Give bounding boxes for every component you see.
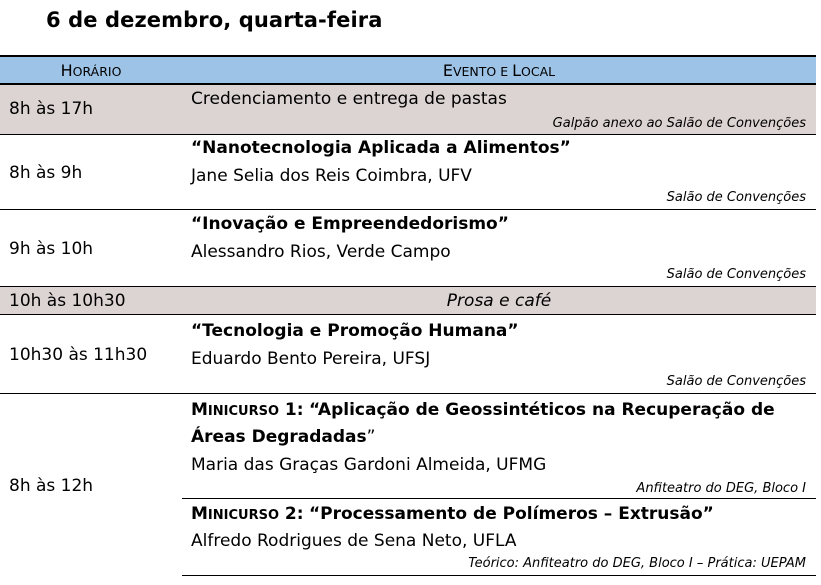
minicurso-2-location: Teórico: Anfiteatro do DEG, Bloco I – Prática: UEPAM bbox=[468, 556, 806, 571]
header-evento-local: EVENTO E LOCAL bbox=[442, 61, 556, 80]
table-row bbox=[0, 85, 816, 135]
row-divider bbox=[182, 498, 816, 499]
row-speaker: Alessandro Rios, Verde Campo bbox=[191, 242, 451, 262]
schedule-table bbox=[0, 55, 816, 579]
minicurso-1-title: MINICURSO 1: “Aplicação de Geossintéticos na Recuperação de bbox=[191, 400, 775, 420]
row-speaker: Eduardo Bento Pereira, UFSJ bbox=[191, 349, 431, 369]
minicurso-1-title-cont: Áreas Degradadas” bbox=[191, 427, 376, 447]
row-location: Salão de Convenções bbox=[666, 374, 806, 389]
minicurso-2-title: MINICURSO 2: “Processamento de Polímeros – Extrusão” bbox=[191, 504, 714, 524]
row-talk-title: “Nanotecnologia Aplicada a Alimentos” bbox=[191, 138, 571, 158]
header-horario: HORÁRIO bbox=[60, 61, 122, 80]
row-event: Credenciamento e entrega de pastas bbox=[191, 89, 507, 109]
row-time: 9h às 10h bbox=[9, 239, 94, 259]
minicurso-2-speaker: Alfredo Rodrigues de Sena Neto, UFLA bbox=[191, 531, 517, 551]
row-location: Salão de Convenções bbox=[666, 267, 806, 282]
row-talk-title: “Inovação e Empreendedorismo” bbox=[191, 214, 509, 234]
row-talk-title: “Tecnologia e Promoção Humana” bbox=[191, 321, 519, 341]
row-time: 8h às 9h bbox=[9, 163, 83, 183]
row-location: Salão de Convenções bbox=[666, 190, 806, 205]
table-row bbox=[0, 287, 816, 315]
table-row bbox=[0, 394, 816, 579]
row-speaker: Jane Selia dos Reis Coimbra, UFV bbox=[191, 166, 472, 186]
row-event: Prosa e café bbox=[446, 291, 552, 311]
row-time: 10h às 10h30 bbox=[9, 291, 126, 311]
minicurso-1-location: Anfiteatro do DEG, Bloco I bbox=[636, 481, 806, 496]
table-row bbox=[0, 135, 816, 210]
row-divider bbox=[182, 575, 816, 576]
row-location: Galpão anexo ao Salão de Convenções bbox=[552, 116, 806, 131]
table-header bbox=[0, 55, 816, 85]
minicurso-1-speaker: Maria das Graças Gardoni Almeida, UFMG bbox=[191, 455, 547, 475]
row-time: 8h às 17h bbox=[9, 99, 94, 119]
row-time: 10h30 às 11h30 bbox=[9, 345, 148, 365]
row-time: 8h às 12h bbox=[9, 476, 94, 496]
table-row bbox=[0, 315, 816, 394]
page-title: 6 de dezembro, quarta-feira bbox=[46, 8, 383, 32]
table-row bbox=[0, 210, 816, 287]
